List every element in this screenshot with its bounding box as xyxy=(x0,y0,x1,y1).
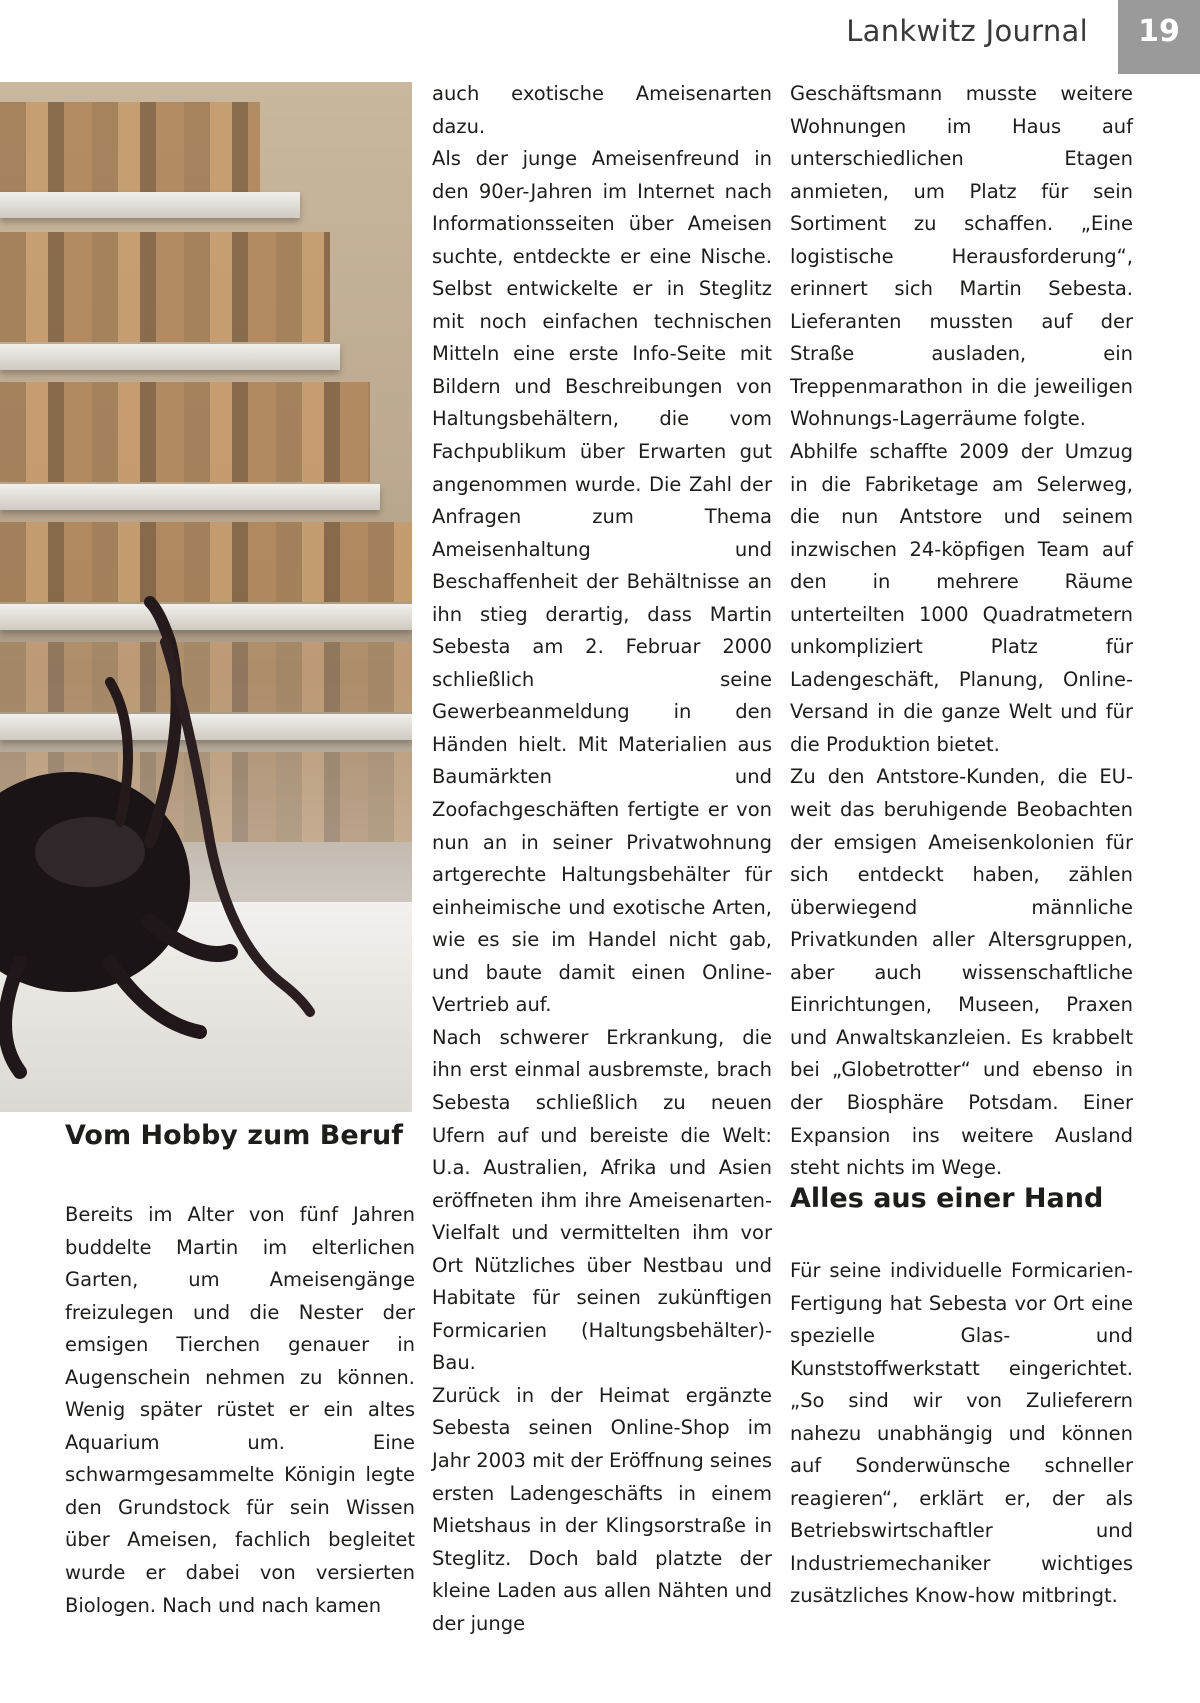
article-column-2 xyxy=(432,78,772,1640)
page-number: 19 xyxy=(1138,14,1180,49)
paragraph: Zurück in der Heimat ergänzte Sebesta seinen Online-Shop im Jahr 2003 mit der Eröffnung seines ersten Ladengeschäfts in einem Mietshaus in der Klingsorstraße in Steglitz. Doch bald platzte der kleine Laden aus allen Nähten und der junge xyxy=(432,1383,772,1635)
article-column-1 xyxy=(65,1199,415,1622)
ant-sculpture-icon xyxy=(0,82,412,1112)
paragraph: Als der junge Ameisenfreund in den 90er-Jahren im Internet nach Informationsseiten über Ameisen suchte, entdeckte er eine Nische. Selbst entwickelte er in Steglitz mit noch einfachen technischen Mitteln eine erste Info-Seite mit Bildern und Beschreibungen von Haltungsbehältern, die vom Fachpublikum über Erwarten gut angenommen wurde. Die Zahl der Anfragen zum Thema Ameisenhaltung und Beschaffenheit der Behältnisse an ihn stieg derartig, dass Martin Sebesta am 2. Februar 2000 schließlich seine Gewerbeanmeldung in den Händen hielt. Mit Materialien aus Baumärkten und Zoofachgeschäften fertigte er von nun an in seiner Privatwohnung artgerechte Haltungsbehälter für einheimische und exotische Arten, wie es sie im Handel nicht gab, und baute damit einen Online-Vertrieb auf. xyxy=(432,147,772,1017)
paragraph: auch exotische Ameisenarten dazu. xyxy=(432,82,772,138)
paragraph: Bereits im Alter von fünf Jahren buddelte Martin im elterlichen Garten, um Ameisengänge freizulegen und die Nester der emsigen Tierchen genauer in Augenschein nehmen zu können. Wenig später rüstet er ein altes Aquarium um. Eine schwarmgesammelte Königin legte den Grundstock für sein Wissen über Ameisen, fachlich begleitet wurde er dabei von versierten Biologen. Nach und nach kamen xyxy=(65,1203,415,1617)
paragraph: Abhilfe schaffte 2009 der Umzug in die Fabriketage am Selerweg, die nun Antstore und seinem inzwischen 24-köpfigen Team auf den in mehrere Räume unterteilten 1000 Quadratmetern unkompliziert Platz für Ladengeschäft, Planung, Online-Versand in die ganze Welt und für die Produktion bietet. xyxy=(790,440,1133,756)
article-column-3 xyxy=(790,78,1133,1185)
paragraph: Nach schwerer Erkrankung, die ihn erst einmal ausbremste, brach Sebesta schließlich zu neuen Ufern auf und bereiste die Welt: U.a. Australien, Afrika und Asien eröffneten ihm ihre Ameisenarten-Vielfalt und vermittelten ihm vor Ort Nützliches über Nestbau und Habitate für seinen zukünftigen Formicarien (Haltungsbehälter)-Bau. xyxy=(432,1025,772,1375)
paragraph: Geschäftsmann musste weitere Wohnungen im Haus auf unterschiedlichen Etagen anmieten, um Platz für sein Sortiment zu schaffen. „Eine logistische Herausforderung“, erinnert sich Martin Sebesta. Lieferanten mussten auf der Straße ausladen, ein Treppenmarathon in die jeweiligen Wohnungs-Lagerräume folgte. xyxy=(790,82,1133,431)
journal-title: Lankwitz Journal xyxy=(846,14,1088,48)
section-heading-alles: Alles aus einer Hand xyxy=(790,1183,1104,1214)
section-heading-hobby: Vom Hobby zum Beruf xyxy=(65,1120,403,1151)
photo xyxy=(0,82,412,1112)
paragraph: Zu den Antstore-Kunden, die EU-weit das beruhigende Beobachten der emsigen Ameisenkolonien für sich entdeckt haben, zählen überwiegend männliche Privatkunden aller Altersgruppen, aber auch wissenschaftliche Einrichtungen, Museen, Praxen und Anwaltskanzleien. Es krabbelt bei „Globetrotter“ und ebenso in der Biosphäre Potsdam. Einer Expansion ins weitere Ausland steht nichts im Wege. xyxy=(790,765,1133,1180)
paragraph: Für seine individuelle Formicarien-Fertigung hat Sebesta vor Ort eine spezielle Glas- und Kunststoffwerkstatt eingerichtet. „So sind wir von Zulieferern nahezu unabhängig und können auf Sonderwünsche schneller reagieren“, erklärt er, der als Betriebswirtschaftler und Industriemechaniker wichtiges zusätzliches Know-how mitbringt. xyxy=(790,1259,1133,1608)
article-column-3-section-2 xyxy=(790,1255,1133,1613)
